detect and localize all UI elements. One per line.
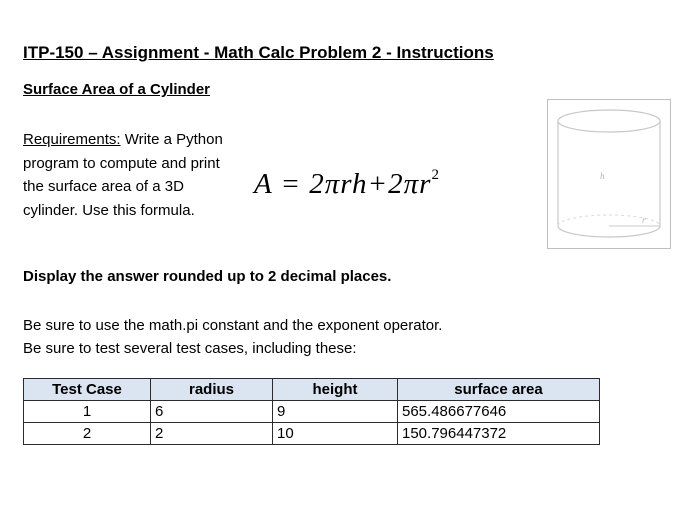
cell-radius: 2	[151, 423, 273, 445]
header-surface-area: surface area	[398, 379, 600, 401]
header-test-case: Test Case	[24, 379, 151, 401]
page-title: ITP-150 – Assignment - Math Calc Problem 2 - Instructions	[23, 43, 494, 62]
table-header-row	[24, 379, 600, 401]
requirements-paragraph	[23, 128, 223, 222]
header-radius: radius	[151, 379, 273, 401]
cell-height: 10	[273, 423, 398, 445]
cylinder-diagram	[547, 99, 671, 249]
requirements-label: Requirements:	[23, 131, 121, 148]
section-subtitle: Surface Area of a Cylinder	[23, 81, 211, 98]
cell-surface-area: 565.486677646	[398, 401, 600, 423]
radius-label: r	[642, 215, 646, 225]
note-math-pi: Be sure to use the math.pi constant and the exponent operator.	[23, 317, 443, 334]
formula-main: A = 2πrh+2πr	[254, 168, 432, 200]
cell-height: 9	[273, 401, 398, 423]
cell-surface-area: 150.796447372	[398, 423, 600, 445]
formula-exponent: 2	[431, 167, 440, 183]
rounding-instruction: Display the answer rounded up to 2 decimal places.	[23, 268, 392, 285]
cell-test-case: 1	[24, 401, 151, 423]
cell-test-case: 2	[24, 423, 151, 445]
cell-radius: 6	[151, 401, 273, 423]
note-test-cases: Be sure to test several test cases, including these:	[23, 340, 357, 357]
requirements-text: Write a Python program to compute and print the surface area of a 3D cylinder. Use this formula.	[23, 131, 223, 219]
table-row	[24, 401, 600, 423]
table-row	[24, 423, 600, 445]
test-case-table	[23, 378, 600, 445]
header-height: height	[273, 379, 398, 401]
height-label: h	[600, 171, 605, 181]
surface-area-formula	[254, 167, 440, 201]
